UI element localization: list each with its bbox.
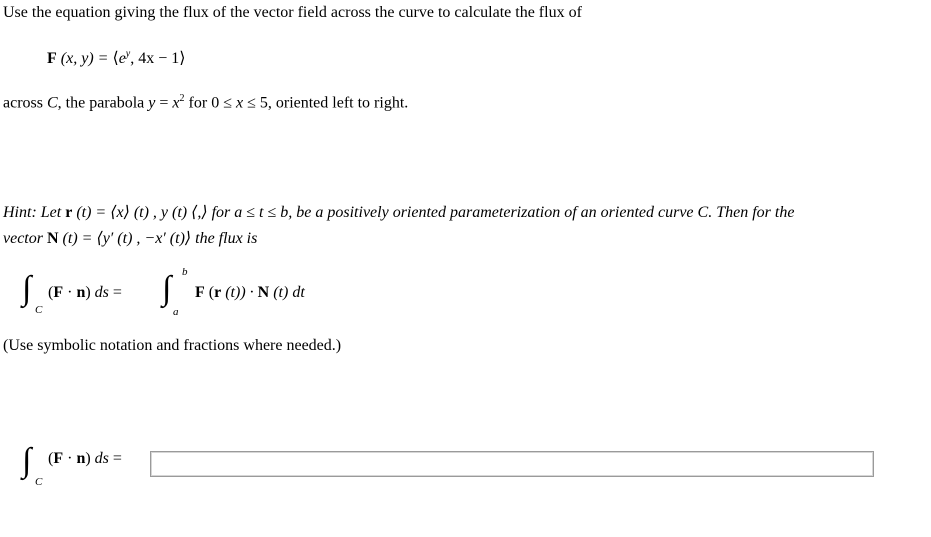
formula-rhs: [195, 284, 305, 302]
hint-line-1: [3, 202, 794, 222]
answer-eq: =: [108, 450, 122, 467]
across-text-5: ≤ 5, oriented left to right.: [243, 94, 409, 112]
rhs-N: N: [257, 284, 270, 301]
answer-open: (: [48, 450, 54, 467]
formula-lhs: [48, 284, 122, 302]
answer-ds: ds: [94, 450, 109, 467]
rhs-t-part: (t)) ·: [221, 284, 258, 301]
lhs-open: (: [48, 284, 54, 301]
answer-label: [22, 442, 152, 492]
answer-integral-sub-c: C: [35, 476, 43, 488]
answer-close: ): [85, 450, 95, 467]
curve-description: [3, 93, 408, 112]
answer-n: n: [76, 450, 86, 467]
field-e: e: [118, 50, 126, 67]
across-y: y: [148, 94, 156, 112]
rhs-paren: (: [204, 284, 215, 301]
across-x2: x: [235, 94, 244, 112]
answer-dot: ·: [63, 450, 77, 467]
vector-field-formula: [47, 48, 186, 68]
notation-note: (Use symbolic notation and fractions where needed.): [3, 337, 342, 354]
hint-text-c: vector: [3, 230, 47, 247]
answer-input[interactable]: [150, 451, 874, 477]
field-symbol: F: [47, 50, 57, 67]
across-text-4: for 0 ≤: [184, 94, 236, 112]
field-open: ⟨: [112, 50, 119, 67]
rhs-F: F: [195, 284, 205, 301]
across-text-1: across: [3, 94, 47, 112]
hint-text-b: (t) = ⟨x⟩ (t) , y (t) ⟨,⟩ for a ≤ t ≤ b, be a positively oriented parameterization of an oriented curve C. Then for the: [72, 204, 795, 221]
hint-text-a: Hint: Let: [3, 204, 66, 221]
hint-line-2: [3, 228, 257, 248]
lhs-n: n: [76, 284, 86, 301]
rhs-dt: dt: [292, 284, 305, 301]
answer-lhs: [48, 450, 122, 468]
rhs-r: r: [214, 284, 222, 301]
answer-F: F: [53, 450, 64, 467]
lhs-F: F: [53, 284, 64, 301]
across-exponent: 2: [179, 93, 185, 104]
integral-upper-b: b: [182, 266, 188, 278]
field-args: (x, y) =: [60, 50, 113, 67]
integral-sign: ∫: [22, 270, 32, 307]
rhs-t2: (t): [269, 284, 293, 301]
lhs-close: ): [85, 284, 95, 301]
across-text-2: , the parabola: [57, 94, 149, 112]
curve-symbol: C: [46, 94, 58, 112]
lhs-eq: =: [108, 284, 122, 301]
hint-r-symbol: r: [65, 204, 73, 221]
integral-lower-a: a: [173, 306, 179, 318]
hint-N-symbol: N: [46, 230, 59, 247]
across-x: x: [172, 94, 180, 112]
question-intro: Use the equation giving the flux of the vector field across the curve to calculate the flux of: [3, 4, 582, 21]
integral-sub-c: C: [35, 304, 43, 316]
integral-sign-2: ∫: [162, 270, 172, 307]
answer-integral-sign: ∫: [22, 442, 32, 479]
field-exponent: y: [125, 48, 131, 60]
lhs-ds: ds: [94, 284, 109, 301]
lhs-dot: ·: [63, 284, 77, 301]
flux-formula: [22, 266, 342, 322]
field-rest: , 4x − 1⟩: [130, 50, 186, 67]
across-text-3: =: [155, 94, 173, 112]
hint-text-d: (t) = ⟨y′ (t) , −x′ (t)⟩ the flux is: [58, 230, 258, 247]
